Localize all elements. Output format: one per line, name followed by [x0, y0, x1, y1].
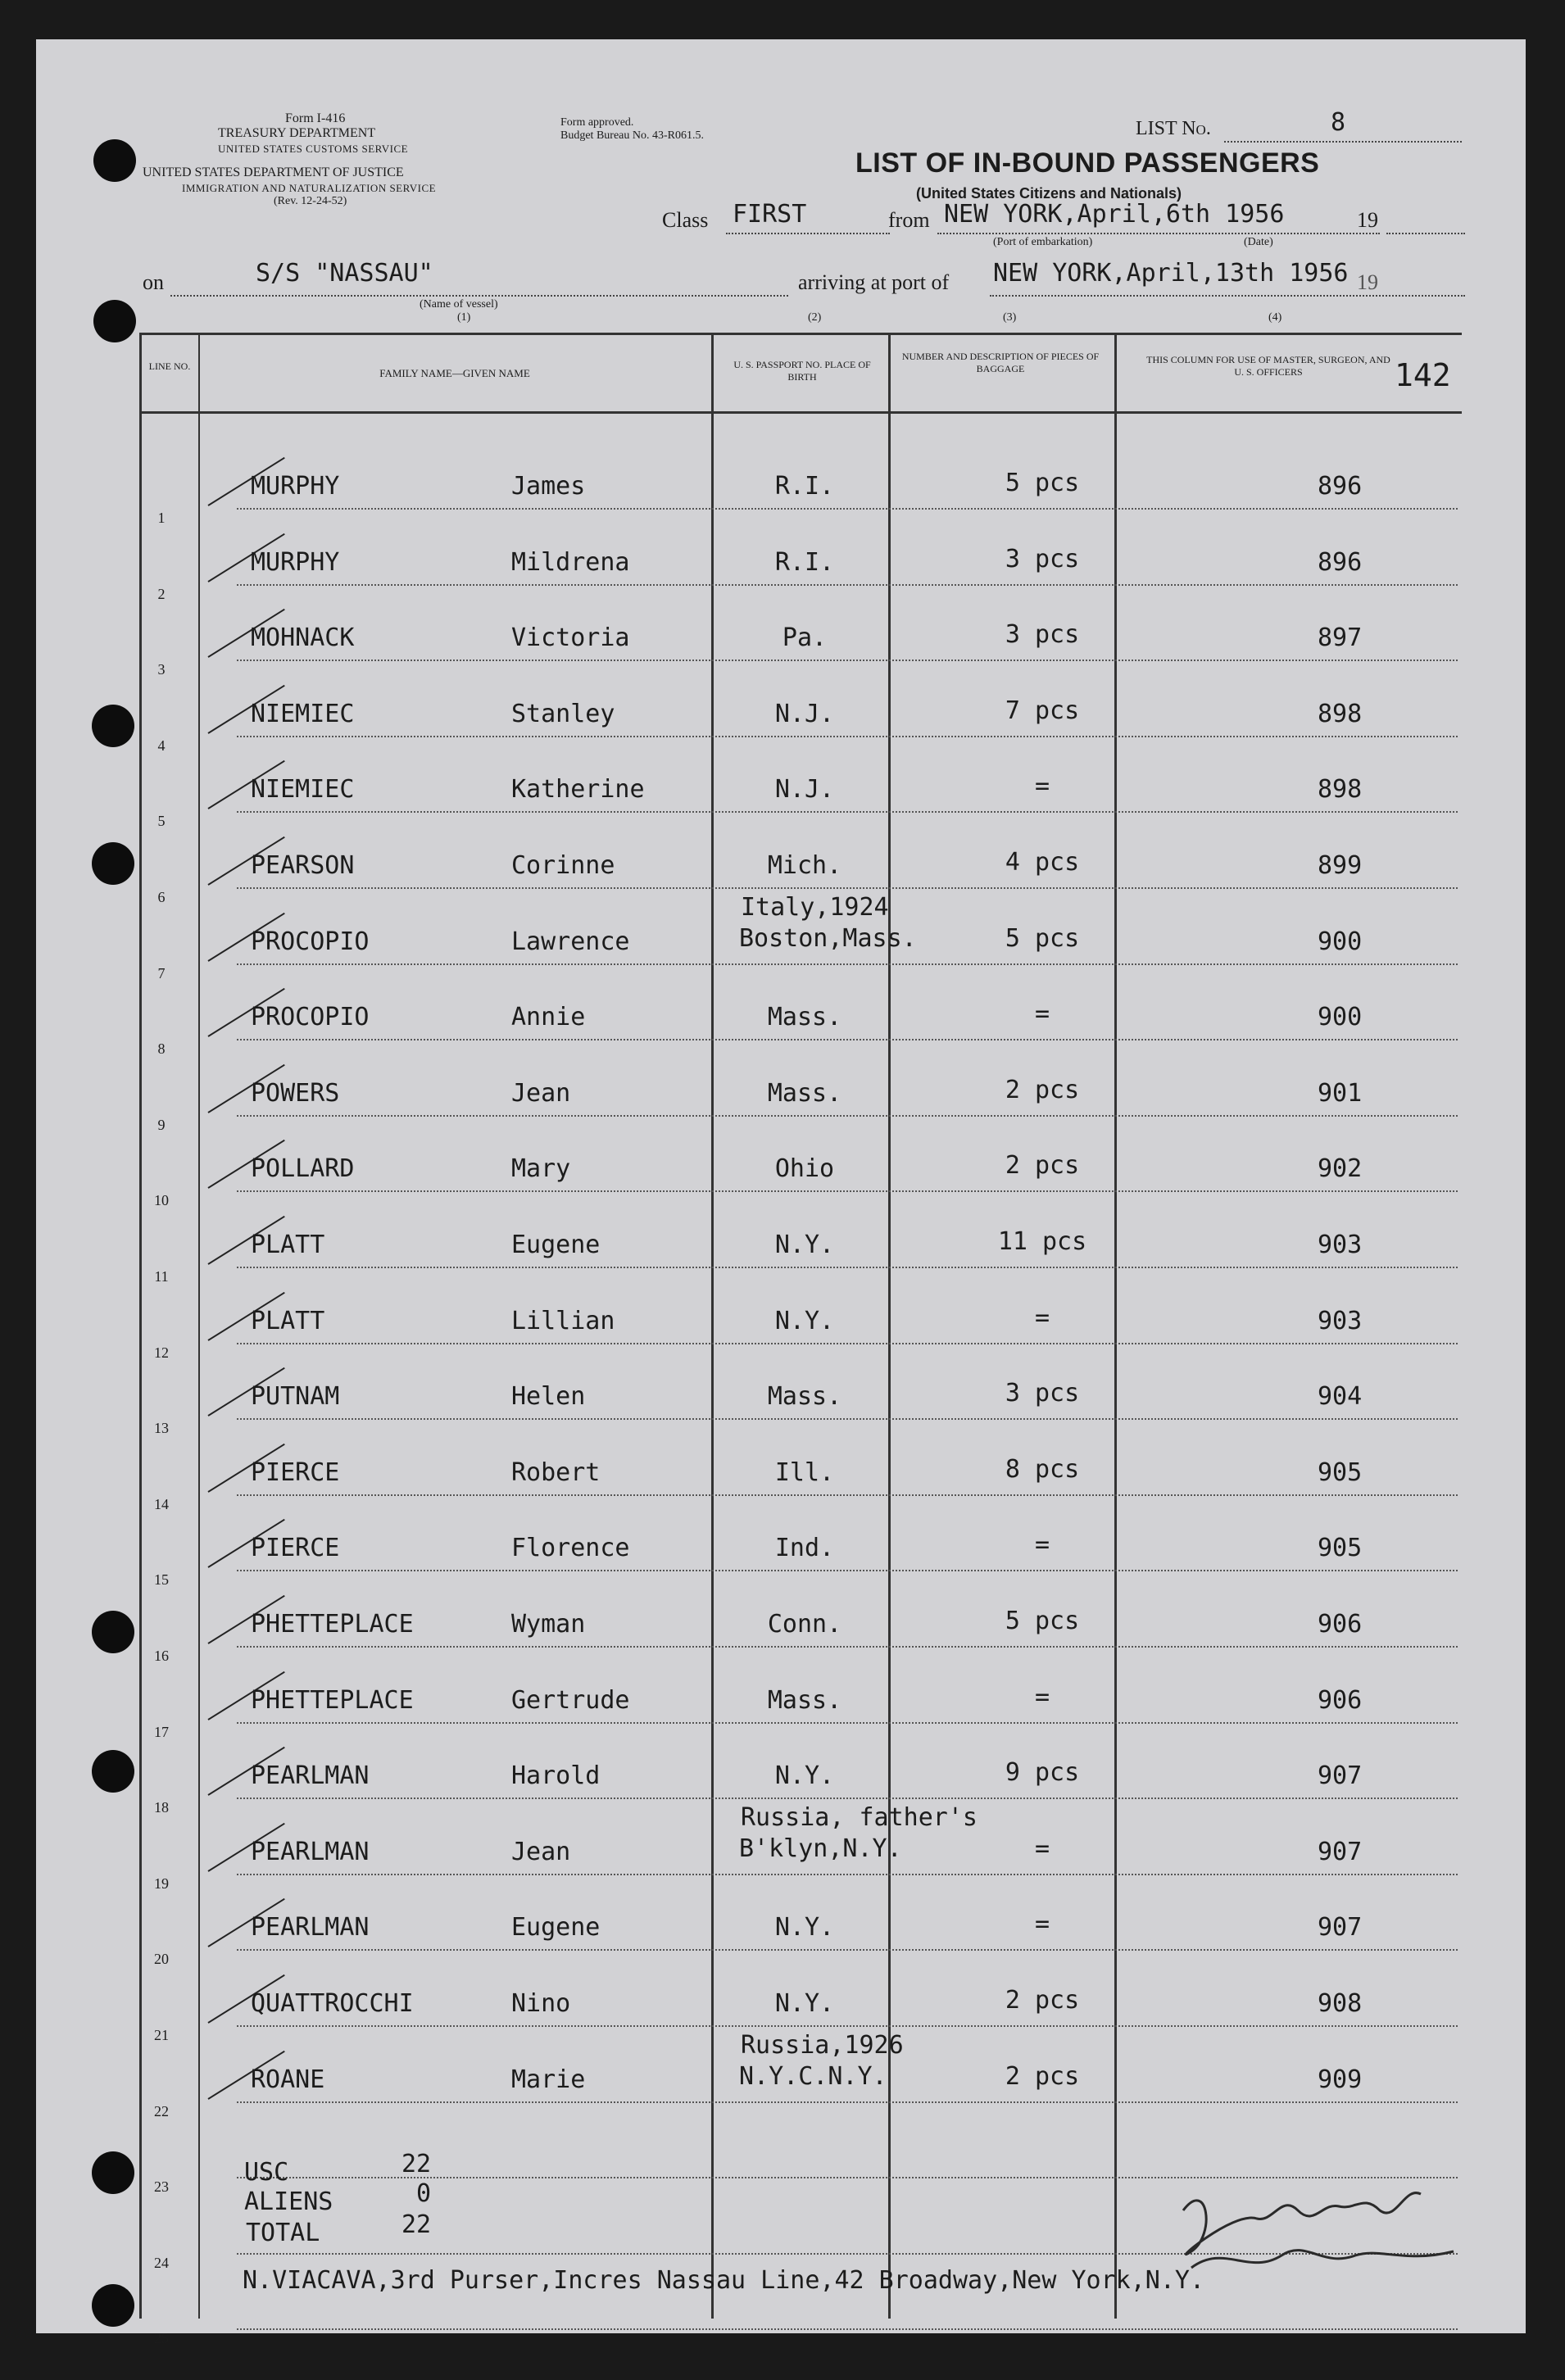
officer-number: 905	[1318, 1534, 1363, 1563]
line-number: 8	[157, 1040, 166, 1058]
family-name: PLATT	[251, 1231, 325, 1259]
place-of-birth-2: Boston,Mass.	[739, 923, 917, 953]
table-left-border	[139, 333, 142, 2319]
baggage: 9 pcs	[1005, 1758, 1080, 1788]
column-number-2: (2)	[808, 311, 822, 324]
passport-column-border	[888, 333, 891, 2319]
family-name: PUTNAM	[251, 1382, 340, 1412]
vessel-dotted-line	[170, 295, 788, 297]
line-number: 19	[154, 1875, 169, 1892]
ins-service: IMMIGRATION AND NATURALIZATION SERVICE	[182, 182, 437, 194]
given-name: Robert	[511, 1457, 601, 1487]
date-caption: (Date)	[1244, 236, 1273, 248]
given-name: Harold	[511, 1761, 601, 1791]
officer-number: 904	[1318, 1382, 1363, 1412]
row-divider	[237, 1190, 1458, 1192]
officer-number: 907	[1318, 1761, 1363, 1791]
officer-number: 908	[1318, 1989, 1363, 2018]
officer-number: 907	[1318, 1837, 1363, 1866]
family-name: PEARLMAN	[251, 1837, 370, 1866]
row-divider	[237, 1874, 1458, 1875]
baggage: 4 pcs	[1005, 848, 1080, 877]
line-number: 1	[157, 510, 166, 526]
row-divider	[237, 1343, 1458, 1344]
place-of-birth: Pa.	[782, 623, 828, 653]
usc-label: USC	[244, 2158, 289, 2187]
given-name: Victoria	[511, 623, 630, 653]
line-number: 15	[154, 1571, 169, 1589]
line-number: 3	[157, 661, 166, 678]
family-name: PEARLMAN	[251, 1913, 370, 1943]
baggage: 8 pcs	[1005, 1454, 1080, 1484]
line-no-column-border	[198, 333, 200, 2319]
line-number: 11	[154, 1268, 169, 1285]
officer-number: 902	[1318, 1154, 1363, 1184]
header-name: FAMILY NAME—GIVEN NAME	[379, 367, 530, 379]
place-of-birth: Mich.	[767, 851, 842, 880]
officer-number: 897	[1318, 623, 1363, 653]
given-name: Lillian	[511, 1306, 615, 1335]
baggage: 5 pcs	[1005, 469, 1080, 497]
punch-hole	[92, 1611, 134, 1653]
line-number: 5	[157, 813, 166, 830]
list-no-label: LIST No.	[1136, 118, 1211, 139]
from-value: NEW YORK,April,6th 1956	[944, 200, 1285, 229]
row-divider	[237, 2101, 1458, 2103]
column-number-1: (1)	[457, 311, 471, 324]
row-divider	[237, 1570, 1458, 1571]
port-caption: (Port of embarkation)	[993, 236, 1093, 248]
place-of-birth: N.J.	[774, 699, 835, 728]
line-number: 2	[157, 585, 166, 602]
given-name: James	[511, 472, 586, 501]
given-name: Jean	[511, 1078, 571, 1108]
line-number: 17	[154, 1723, 169, 1740]
year-prefix: 19	[1357, 208, 1378, 232]
family-name: MURPHY	[251, 547, 340, 577]
baggage: =	[1034, 1910, 1050, 1939]
line-number: 4	[157, 737, 166, 754]
punch-hole	[92, 1750, 134, 1793]
table-top-border	[139, 333, 1462, 335]
baggage: 3 pcs	[1005, 1379, 1080, 1408]
usc-count: 22	[401, 2150, 432, 2178]
punch-hole	[93, 300, 136, 342]
justice-dept: UNITED STATES DEPARTMENT OF JUSTICE	[143, 165, 404, 179]
family-name: MURPHY	[251, 472, 340, 501]
family-name: PHETTEPLACE	[251, 1685, 414, 1715]
name-column-border	[711, 333, 714, 2319]
row-divider	[237, 736, 1458, 737]
class-dotted-line	[726, 233, 890, 234]
aliens-count: 0	[416, 2179, 432, 2208]
given-name: Jean	[511, 1837, 571, 1866]
place-of-birth: Mass.	[767, 1078, 842, 1108]
baggage: 2 pcs	[1005, 1075, 1080, 1104]
signature-image	[1159, 2161, 1486, 2284]
vessel-name: S/S "NASSAU"	[256, 259, 433, 288]
family-name: PROCOPIO	[251, 927, 370, 956]
line-number: 14	[154, 1495, 169, 1512]
baggage: 7 pcs	[1005, 696, 1080, 725]
row-divider	[237, 1039, 1458, 1040]
list-no-dotted-line	[1224, 141, 1462, 143]
line-number: 20	[154, 1951, 169, 1968]
family-name: PHETTEPLACE	[251, 1610, 414, 1639]
place-of-birth: R.I.	[774, 547, 835, 577]
customs-service: UNITED STATES CUSTOMS SERVICE	[218, 143, 409, 155]
line-number: 24	[154, 2254, 169, 2271]
budget-bureau: Budget Bureau No. 43-R061.5.	[560, 129, 704, 142]
place-of-birth: N.Y.	[774, 1761, 835, 1791]
place-of-birth: Russia,1926	[741, 2030, 904, 2060]
baggage: =	[1034, 772, 1050, 801]
row-divider	[237, 1267, 1458, 1268]
given-name: Corinne	[511, 851, 615, 880]
from-dotted-line	[937, 233, 1380, 234]
baggage: 2 pcs	[1005, 2061, 1080, 2091]
place-of-birth: N.Y.	[774, 1306, 835, 1335]
place-of-birth: N.Y.	[774, 1989, 835, 2018]
given-name: Eugene	[511, 1231, 601, 1259]
given-name: Katherine	[511, 775, 645, 805]
officer-number: 896	[1318, 472, 1363, 501]
baggage: =	[1034, 1530, 1050, 1560]
family-name: PLATT	[251, 1306, 325, 1335]
given-name: Nino	[511, 1989, 571, 2018]
row-divider	[237, 508, 1458, 510]
family-name: QUATTROCCHI	[251, 1989, 414, 2018]
row-divider	[237, 660, 1458, 661]
table-header-border	[139, 411, 1462, 414]
family-name: MOHNACK	[251, 623, 355, 653]
row-divider	[237, 1722, 1458, 1724]
officer-number: 900	[1318, 927, 1363, 956]
given-name: Annie	[511, 1003, 586, 1032]
given-name: Mildrena	[511, 547, 630, 577]
place-of-birth: N.Y.	[774, 1231, 835, 1259]
total-label: TOTAL	[246, 2219, 320, 2247]
place-of-birth: Russia, father's	[741, 1802, 978, 1832]
family-name: PIERCE	[251, 1534, 340, 1563]
punch-hole	[92, 2151, 134, 2194]
family-name: ROANE	[251, 2065, 325, 2094]
place-of-birth: R.I.	[774, 472, 835, 501]
line-number: 12	[154, 1344, 169, 1361]
baggage: =	[1034, 1834, 1050, 1863]
line-number: 23	[154, 2178, 169, 2196]
place-of-birth: N.J.	[774, 775, 835, 805]
from-label: from	[888, 208, 930, 232]
row-divider	[237, 811, 1458, 813]
place-of-birth: Italy,1924	[741, 892, 889, 922]
family-name: PEARLMAN	[251, 1761, 370, 1791]
vessel-caption: (Name of vessel)	[420, 298, 498, 311]
family-name: NIEMIEC	[251, 699, 355, 728]
form-approved: Form approved.	[560, 116, 634, 129]
line-number: 25	[154, 2330, 169, 2347]
arriving-dotted-line	[990, 295, 1465, 297]
officer-number: 906	[1318, 1610, 1363, 1639]
aliens-label: ALIENS	[244, 2187, 333, 2216]
officer-number: 898	[1318, 699, 1363, 728]
baggage: 5 pcs	[1005, 1607, 1080, 1635]
given-name: Wyman	[511, 1610, 586, 1639]
row-divider	[237, 1646, 1458, 1648]
row-divider	[237, 1494, 1458, 1496]
header-passport: U. S. PASSPORT NO. PLACE OF BIRTH	[733, 359, 871, 383]
arriving-label: arriving at port of	[798, 270, 950, 294]
line-number: 21	[154, 2027, 169, 2043]
row-divider	[237, 2025, 1458, 2027]
officer-number: 903	[1318, 1231, 1363, 1259]
form-number: Form I-416	[285, 111, 346, 125]
given-name: Stanley	[511, 699, 615, 728]
given-name: Lawrence	[511, 927, 630, 956]
baggage: 11 pcs	[997, 1227, 1087, 1256]
officer-number: 899	[1318, 851, 1363, 880]
row-divider	[237, 1418, 1458, 1420]
family-name: PEARSON	[251, 851, 355, 880]
line-number: 10	[154, 1192, 169, 1209]
given-name: Florence	[511, 1534, 630, 1563]
total-count: 22	[401, 2210, 432, 2239]
baggage: 3 pcs	[1005, 544, 1080, 573]
family-name: PIERCE	[251, 1457, 340, 1487]
line-number: 16	[154, 1648, 169, 1664]
column-number-4: (4)	[1268, 311, 1282, 324]
line-number: 18	[154, 1799, 169, 1816]
line-number: 6	[157, 889, 166, 905]
on-label: on	[143, 270, 164, 294]
arriving-value: NEW YORK,April,13th 1956	[993, 259, 1349, 288]
officer-number: 901	[1318, 1078, 1363, 1108]
given-name: Helen	[511, 1382, 586, 1412]
year-prefix-2: 19	[1357, 270, 1378, 294]
place-of-birth: Conn.	[767, 1610, 842, 1639]
place-of-birth: Ill.	[774, 1457, 835, 1487]
place-of-birth: Ind.	[774, 1534, 835, 1563]
officer-number: 909	[1318, 2065, 1363, 2094]
officer-number: 907	[1318, 1913, 1363, 1943]
place-of-birth: N.Y.	[774, 1913, 835, 1943]
row-divider	[237, 1797, 1458, 1799]
baggage: =	[1034, 1000, 1050, 1029]
header-line-no: LINE NO.	[148, 360, 191, 372]
place-of-birth: Ohio	[774, 1154, 835, 1184]
given-name: Mary	[511, 1154, 571, 1184]
class-value: FIRST	[733, 200, 807, 229]
row-divider	[237, 1115, 1458, 1117]
year-dotted-line	[1386, 233, 1465, 234]
punch-hole	[92, 2284, 134, 2327]
revision-date: (Rev. 12-24-52)	[274, 195, 347, 207]
officer-number: 896	[1318, 547, 1363, 577]
page-number: 142	[1395, 357, 1451, 393]
row-divider	[237, 1949, 1458, 1951]
officer-number: 905	[1318, 1457, 1363, 1487]
document-subtitle: (United States Citizens and Nationals)	[916, 185, 1182, 202]
baggage: 3 pcs	[1005, 620, 1080, 650]
row-divider	[237, 963, 1458, 965]
place-of-birth-2: B'klyn,N.Y.	[739, 1834, 902, 1863]
list-number: 8	[1331, 108, 1346, 137]
document-page	[36, 39, 1526, 2347]
officer-number: 900	[1318, 1003, 1363, 1032]
punch-hole	[92, 842, 134, 885]
baggage: =	[1034, 1303, 1050, 1332]
family-name: PROCOPIO	[251, 1003, 370, 1032]
officer-number: 898	[1318, 775, 1363, 805]
family-name: POWERS	[251, 1078, 340, 1108]
column-number-3: (3)	[1003, 311, 1017, 324]
class-label: Class	[662, 208, 709, 232]
line-number: 9	[157, 1116, 166, 1133]
baggage: =	[1034, 1682, 1050, 1711]
punch-hole	[93, 139, 136, 182]
row-divider	[237, 584, 1458, 586]
document-title: LIST OF IN-BOUND PASSENGERS	[855, 147, 1320, 179]
baggage: 2 pcs	[1005, 1151, 1080, 1181]
place-of-birth: Mass.	[767, 1382, 842, 1412]
header-officers: THIS COLUMN FOR USE OF MASTER, SURGEON, AND U. S. OFFICERS	[1146, 354, 1390, 378]
baggage: 2 pcs	[1005, 1986, 1080, 2015]
officer-number: 906	[1318, 1685, 1363, 1715]
given-name: Eugene	[511, 1913, 601, 1943]
punch-hole	[92, 705, 134, 747]
officer-number: 903	[1318, 1306, 1363, 1335]
line-number: 13	[154, 1420, 169, 1437]
purser-line: N.VIACAVA,3rd Purser,Incres Nassau Line,42 Broadway,New York,N.Y.	[243, 2266, 1204, 2295]
row-divider	[237, 2328, 1458, 2330]
given-name: Marie	[511, 2065, 586, 2094]
line-number: 7	[157, 964, 166, 981]
baggage: 5 pcs	[1005, 923, 1080, 953]
place-of-birth-2: N.Y.C.N.Y.	[739, 2061, 887, 2091]
family-name: POLLARD	[251, 1154, 355, 1184]
place-of-birth: Mass.	[767, 1685, 842, 1715]
family-name: NIEMIEC	[251, 775, 355, 805]
place-of-birth: Mass.	[767, 1003, 842, 1032]
header-baggage: NUMBER AND DESCRIPTION OF PIECES OF BAGGAGE	[901, 351, 1100, 374]
treasury-dept: TREASURY DEPARTMENT	[218, 126, 376, 140]
line-number: 22	[154, 2102, 169, 2119]
row-divider	[237, 887, 1458, 889]
given-name: Gertrude	[511, 1685, 630, 1715]
